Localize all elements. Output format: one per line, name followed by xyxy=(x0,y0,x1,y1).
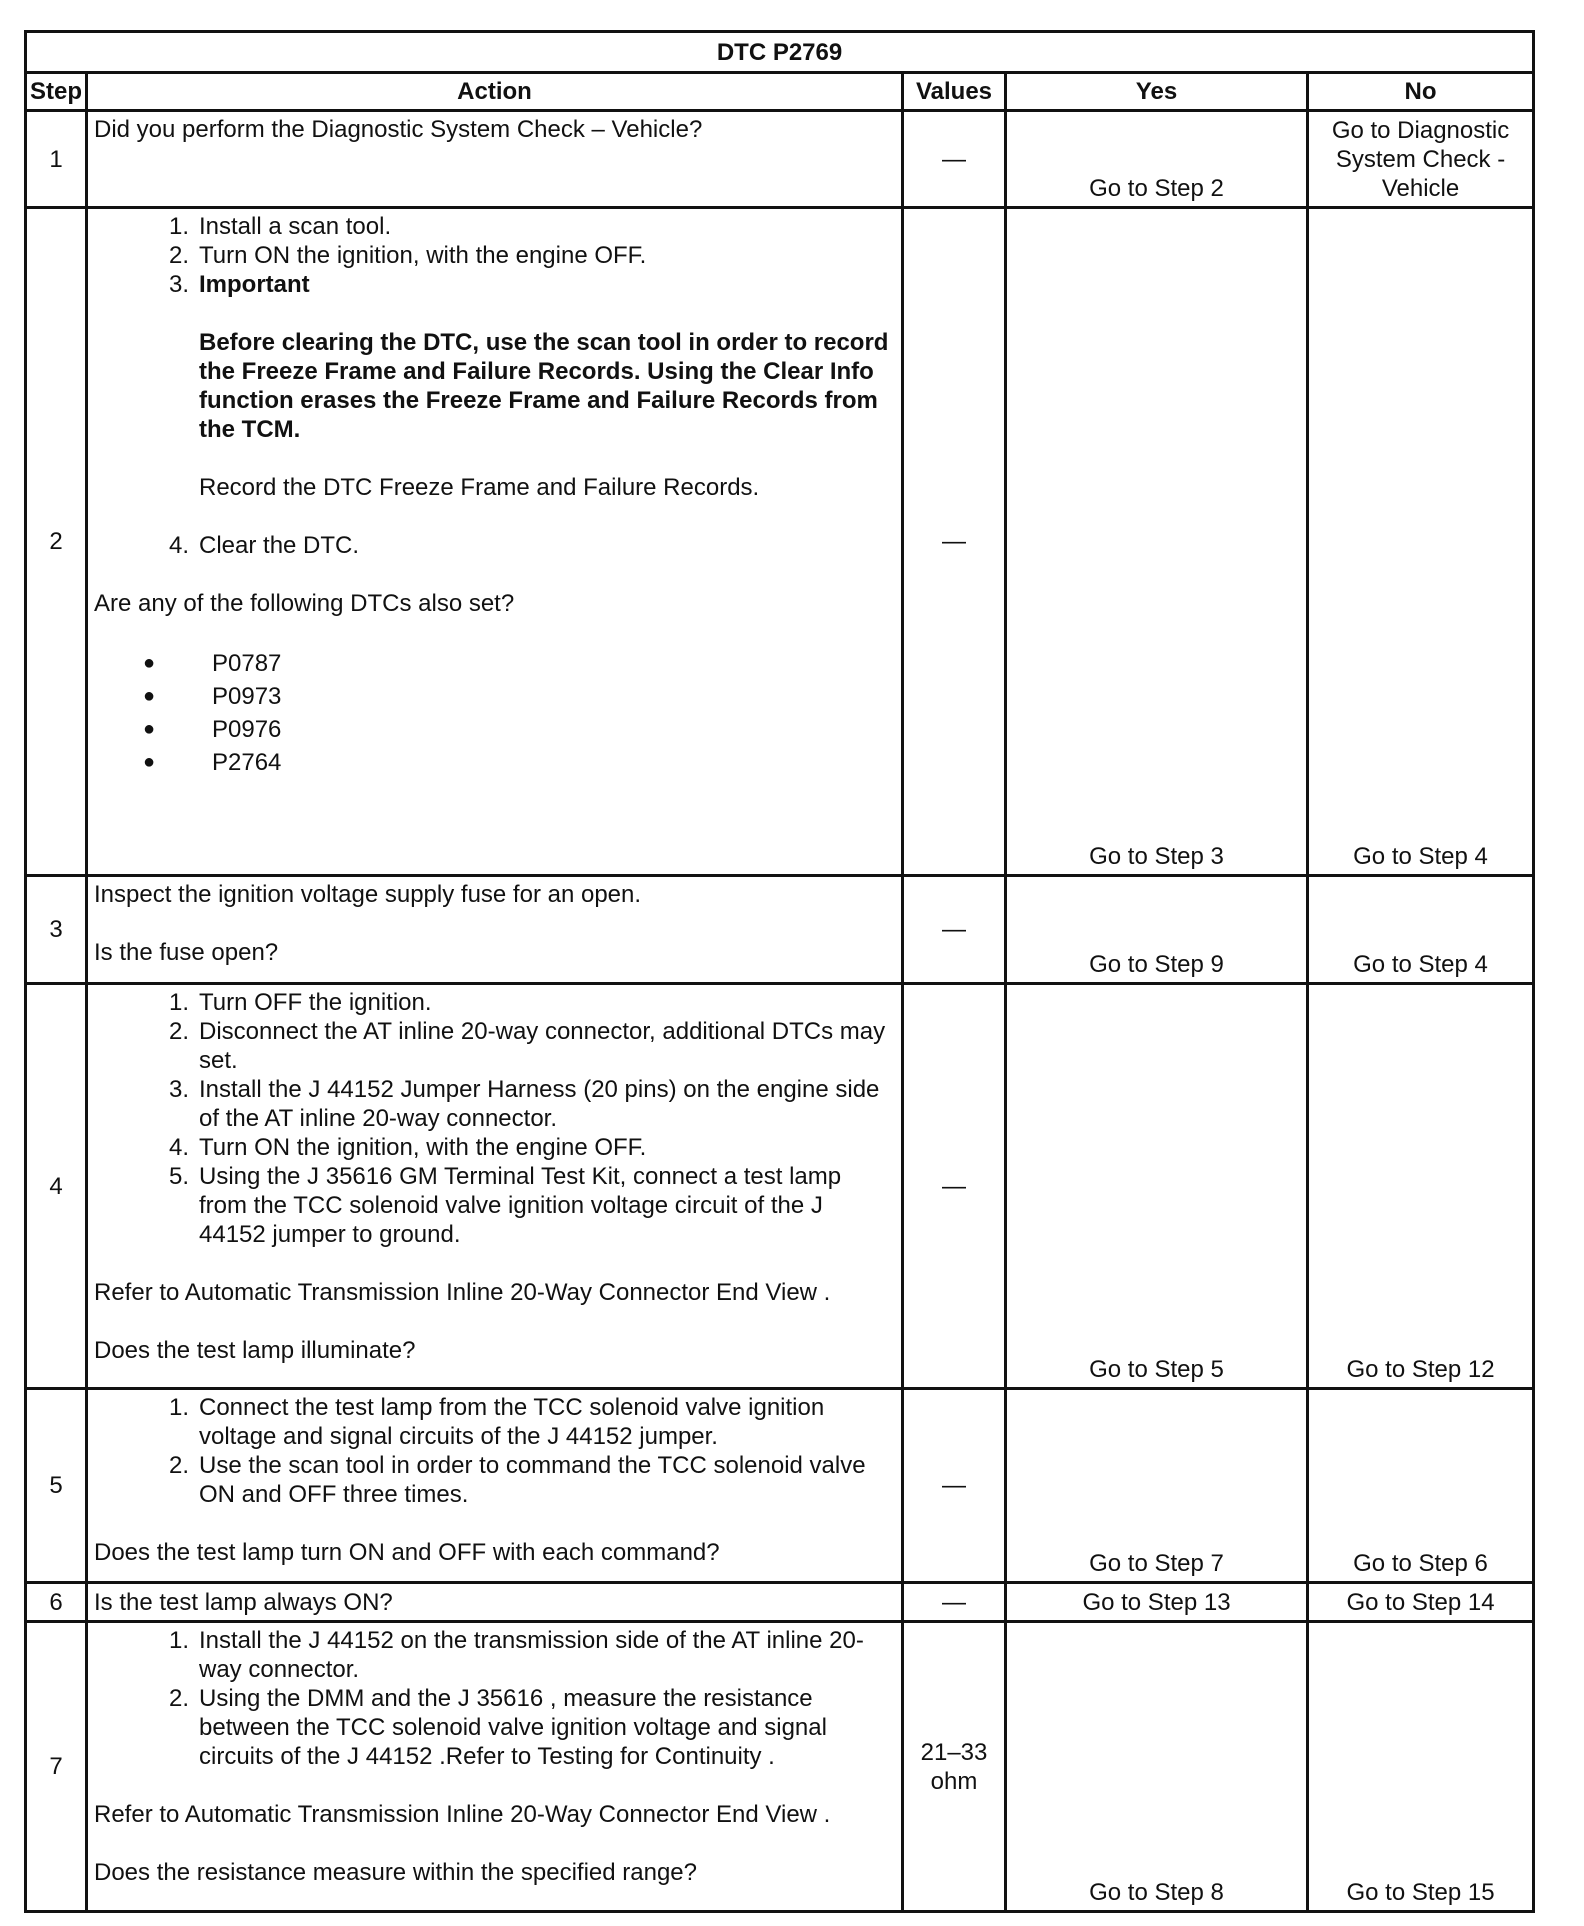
no-cell: Go to Step 6 xyxy=(1308,1389,1534,1583)
values-cell: — xyxy=(903,208,1006,876)
table-row xyxy=(26,208,1534,876)
table-row xyxy=(26,984,1534,1389)
dtc-item: P0976 xyxy=(212,716,282,743)
header-values: Values xyxy=(903,73,1006,111)
header-no: No xyxy=(1308,73,1534,111)
step-number: 6 xyxy=(26,1583,87,1622)
list-item: Install a scan tool. xyxy=(199,213,392,240)
action-text: 1. Install a scan tool. 2. Turn ON the ignition, with the engine OFF. 3. Important Before clearing the DTC, use the scan tool in order to record the Freeze Frame and Failure Records. Using the Clear Info function erases the Freeze Frame and Failure Records from the TCM. Record the DTC Freeze Frame and Failure Records. 4. Clear the DTC. Are any of the following DTCs also set? ● P0787 ● P0973 ● P0976 ● P2764 xyxy=(87,208,903,876)
values-cell: — xyxy=(903,984,1006,1389)
list-item: Disconnect the AT inline 20-way connector, additional DTCs may set. xyxy=(199,1018,886,1074)
list-item: Using the J 35616 GM Terminal Test Kit, connect a test lamp from the TCC solenoid valve ignition voltage circuit of the J 44152 jumper to ground. xyxy=(199,1163,842,1248)
yes-cell: Go to Step 8 xyxy=(1006,1622,1308,1912)
yes-cell: Go to Step 3 xyxy=(1006,208,1308,876)
list-item: Turn ON the ignition, with the engine OFF. xyxy=(199,1134,647,1161)
no-cell: Go to Step 15 xyxy=(1308,1622,1534,1912)
header-action: Action xyxy=(87,73,903,111)
question: Are any of the following DTCs also set? xyxy=(94,590,515,617)
yes-cell: Go to Step 2 xyxy=(1006,111,1308,208)
header-yes: Yes xyxy=(1006,73,1308,111)
action-text: 1. Turn OFF the ignition. 2. Disconnect the AT inline 20-way connector, additional DTCs may set. 3. Install the J 44152 Jumper Harness (20 pins) on the engine side of the AT inline 20-way connector. 4. Turn ON the ignition, with the engine OFF. 5. Using the J 35616 GM Terminal Test Kit, connect a test lamp from the TCC solenoid valve ignition voltage circuit of the J 44152 jumper to ground. Refer to Automatic Transmission Inline 20-Way Connector End View . Does the test lamp illuminate? xyxy=(87,984,903,1389)
list-item: Use the scan tool in order to command the TCC solenoid valve ON and OFF three times. xyxy=(199,1452,866,1508)
record-note: Record the DTC Freeze Frame and Failure Records. xyxy=(199,474,760,501)
list-item: Install the J 44152 on the transmission side of the AT inline 20-way connector. xyxy=(199,1627,864,1683)
step-number: 4 xyxy=(26,984,87,1389)
action-text: 1. Connect the test lamp from the TCC solenoid valve ignition voltage and signal circuits of the J 44152 jumper. 2. Use the scan tool in order to command the TCC solenoid valve ON and OFF three times. Does the test lamp turn ON and OFF with each command? xyxy=(87,1389,903,1583)
table-row xyxy=(26,1389,1534,1583)
table-title: DTC P2769 xyxy=(26,32,1534,73)
dtc-item: P0973 xyxy=(212,683,282,710)
step-number: 7 xyxy=(26,1622,87,1912)
no-cell: Go to Step 12 xyxy=(1308,984,1534,1389)
no-cell: Go to Diagnostic System Check - Vehicle xyxy=(1308,111,1534,208)
yes-cell: Go to Step 9 xyxy=(1006,876,1308,984)
important-label: Important xyxy=(199,271,310,298)
refer-note: Refer to Automatic Transmission Inline 20-Way Connector End View . xyxy=(94,1279,831,1306)
action-text: 1. Install the J 44152 on the transmission side of the AT inline 20-way connector. 2. Using the DMM and the J 35616 , measure the resistance between the TCC solenoid valve ignition voltage and signal circuits of the J 44152 .Refer to Testing for Continuity . Refer to Automatic Transmission Inline 20-Way Connector End View . Does the resistance measure within the specified range? xyxy=(87,1622,903,1912)
values-cell: — xyxy=(903,1389,1006,1583)
step-number: 5 xyxy=(26,1389,87,1583)
question: Does the test lamp turn ON and OFF with each command? xyxy=(94,1539,720,1566)
values-cell: 21–33 ohm xyxy=(903,1622,1006,1912)
step-number: 2 xyxy=(26,208,87,876)
action-text xyxy=(87,1583,903,1622)
step-number: 1 xyxy=(26,111,87,208)
table-row xyxy=(26,1583,1534,1622)
diagnostic-table xyxy=(24,30,1535,1913)
table-row xyxy=(26,1622,1534,1912)
yes-cell: Go to Step 7 xyxy=(1006,1389,1308,1583)
values-cell: — xyxy=(903,111,1006,208)
table-row xyxy=(26,876,1534,984)
list-item: Turn OFF the ignition. xyxy=(199,989,432,1016)
table-row xyxy=(26,111,1534,208)
list-item: Turn ON the ignition, with the engine OFF. xyxy=(199,242,647,269)
question: Does the resistance measure within the specified range? xyxy=(94,1859,697,1886)
yes-cell: Go to Step 5 xyxy=(1006,984,1308,1389)
question: Is the fuse open? xyxy=(94,939,279,966)
dtc-item: P0787 xyxy=(212,650,282,677)
question: Does the test lamp illuminate? xyxy=(94,1337,416,1364)
question: Is the test lamp always ON? xyxy=(94,1588,393,1616)
list-item: Clear the DTC. xyxy=(199,532,360,559)
list-item: Connect the test lamp from the TCC solenoid valve ignition voltage and signal circuits of the J 44152 jumper. xyxy=(199,1394,825,1450)
header-step: Step xyxy=(26,73,87,111)
refer-note: Refer to Automatic Transmission Inline 20-Way Connector End View . xyxy=(94,1801,831,1828)
list-item: Using the DMM and the J 35616 , measure the resistance between the TCC solenoid valve ignition voltage and signal circuits of the J 44152 .Refer to Testing for Continuity . xyxy=(199,1685,827,1770)
action-text: Inspect the ignition voltage supply fuse for an open. Is the fuse open? xyxy=(87,876,903,984)
values-cell: — xyxy=(903,876,1006,984)
no-cell: Go to Step 4 xyxy=(1308,208,1534,876)
step-number: 3 xyxy=(26,876,87,984)
dtc-item: P2764 xyxy=(212,749,282,776)
important-note: Before clearing the DTC, use the scan tool in order to record the Freeze Frame and Failure Records. Using the Clear Info function erases the Freeze Frame and Failure Records from the TCM. xyxy=(199,329,889,443)
action-text: Did you perform the Diagnostic System Check – Vehicle? xyxy=(87,111,903,208)
list-item: Install the J 44152 Jumper Harness (20 pins) on the engine side of the AT inline 20-way connector. xyxy=(199,1076,880,1132)
no-cell: Go to Step 14 xyxy=(1308,1583,1534,1622)
yes-cell: Go to Step 13 xyxy=(1006,1583,1308,1622)
no-cell: Go to Step 4 xyxy=(1308,876,1534,984)
values-cell: — xyxy=(903,1583,1006,1622)
